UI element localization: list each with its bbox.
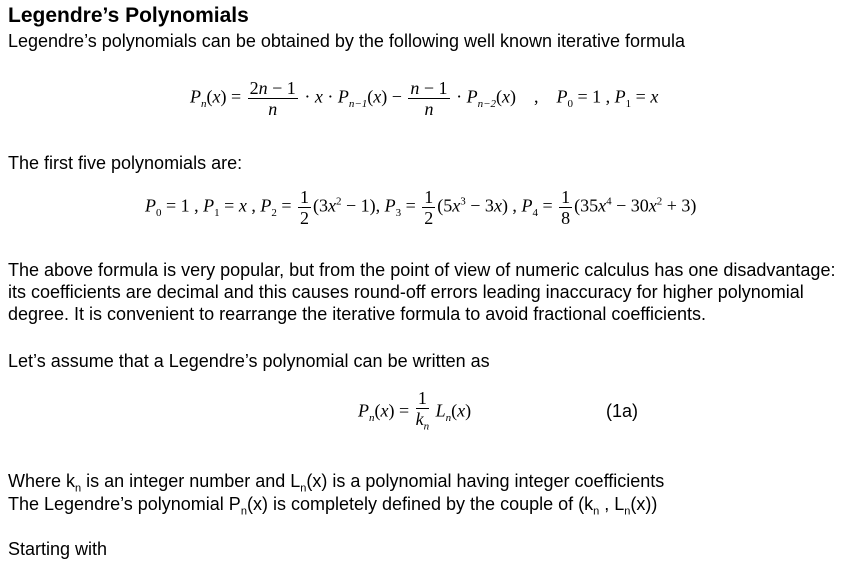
couple-text: The Legendre’s polynomial $P_n(x)$ is completely defined by the couple of ($k_n$ , $L_n(x)$)	[8, 494, 658, 518]
first-five-formula: $P_0 = 1$ , $P_1 = x$ , $P_2$ = $\frac{1}{2}$ $(3x^2 - 1)$, $P_3$ = $\frac{1}{2}$ $(5x^3 - 3x)$ , $P_4$ = $\frac{1}{8}$ $(35x^4 - 30x^2 + 3)$	[145, 187, 697, 228]
recursion-formula: $P_n(x)$ = $\frac{2n - 1}{n}$ · $x \cdot P_{n-1}(x)$ − $\frac{n - 1}{n}$ · $P_{n-2}(x)$ , $P_0 = 1$ , $P_1 = x$	[190, 78, 659, 119]
intro-text: Legendre’s polynomials can be obtained by the following well known iterative formula	[8, 31, 686, 51]
assume-text: Let’s assume that a Legendre’s polynomial can be written as	[8, 351, 490, 371]
first-five-label: The first five polynomials are:	[8, 153, 243, 173]
equation-label: (1a)	[606, 401, 639, 421]
equation-1a: $P_n(x)$ = $\frac{1}{k_n}$ $L_n(x)$	[358, 388, 472, 433]
starting-text: Starting with	[8, 539, 108, 559]
page-title: Legendre’s Polynomials	[8, 4, 249, 27]
where-text: Where $k_n$ is an integer number and $L_n(x)$ is a polynomial having integer coefficients	[8, 471, 665, 495]
paragraph-text: The above formula is very popular, but from the point of view of numeric calculus has one disadvantage: its coefficients are decimal and this causes round-off errors leading inaccuracy for higher polynomial degree. It is convenient to rearrange the iterative formula to avoid fractional coefficients.	[8, 260, 836, 324]
